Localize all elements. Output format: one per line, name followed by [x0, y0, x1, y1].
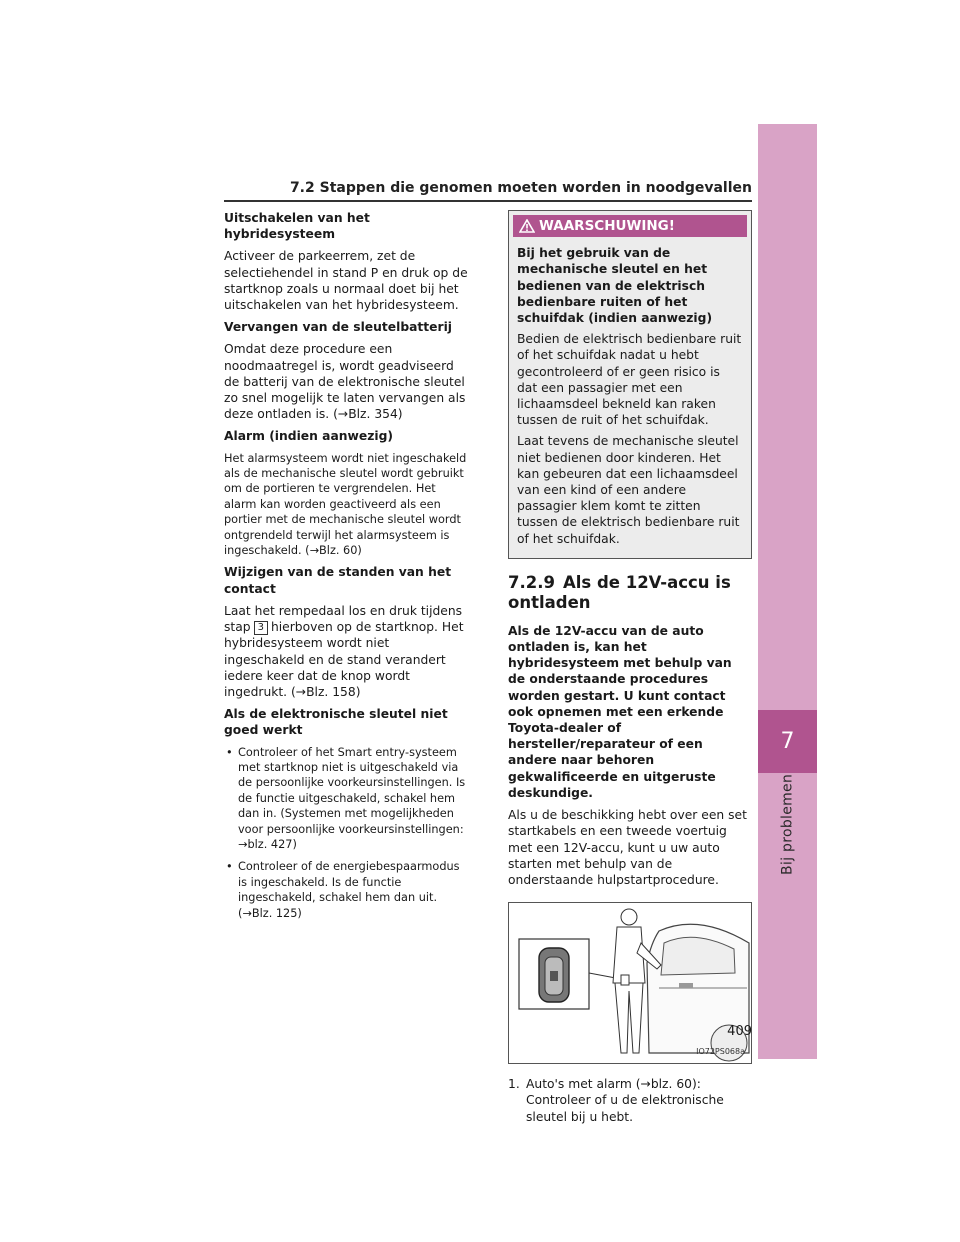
- warning-icon: [519, 219, 535, 233]
- warning-header: [513, 215, 747, 237]
- section-title: [508, 573, 752, 613]
- warning-box: [508, 210, 752, 559]
- bullet-text-1: Controleer of het Smart entry-systeem met startknop niet is uitgeschakeld via de persoonlijke voorkeursinstellingen. Is de functie uitgeschakeld, schakel hem dan in. (Systemen met mogelijkheden voor persoonlijke voorkeursinstellingen: →blz. 427): [238, 745, 466, 851]
- step-number: 1.: [508, 1077, 520, 1092]
- running-head: 7.2 Stappen die genomen moeten worden in noodgevallen: [289, 180, 752, 196]
- section-intro-bold: Als de 12V-accu van de auto ontladen is, kan het hybridesysteem met behulp van de onderstaande procedures worden gestart. U kunt contact ook opnemen met een erkende Toyota-dealer of hersteller/reparateur of een andere naar behoren gekwalificeerde en uitgeruste deskundige.: [508, 623, 732, 800]
- page-number: 409: [727, 1024, 752, 1039]
- chapter-number: 7: [758, 710, 817, 773]
- bullet-icon: •: [226, 860, 233, 874]
- car-door-illustration: [509, 903, 751, 1063]
- heading-alarm: Alarm (indien aanwezig): [224, 429, 394, 444]
- chapter-side-tab: [758, 124, 817, 1059]
- para-uitschakelen: Activeer de parkeerrem, zet de selectiehendel in stand P en druk op de startknop zoals u normaal doet bij het uitschakelen van het hybridesysteem.: [224, 249, 468, 313]
- left-column: [224, 210, 468, 928]
- right-column: [508, 210, 752, 1125]
- para-alarm: Het alarmsysteem wordt niet ingeschakeld als de mechanische sleutel wordt gebruikt om de portieren te vergrendelen. Het alarm kan worden geactiveerd als een portier met de mechanische sleutel wordt ontgrendeld terwijl het alarmsysteem is ingeschakeld. (→Blz. 60): [224, 451, 467, 558]
- heading-standen: Wijzigen van de standen van het contact: [224, 565, 452, 596]
- warning-para-2: Laat tevens de mechanische sleutel niet bedienen door kinderen. Het kan gebeuren dat een lichaamsdeel van een kind of een andere passagier klem komt te zitten tussen de elektrisch bedienbare ruit of het schuifdak.: [517, 434, 740, 546]
- warning-subtitle: Bij het gebruik van de mechanische sleutel en het bedienen van de elektrisch bedienbare ruiten of het schuifdak (indien aanwezig): [517, 246, 713, 326]
- list-item: [224, 745, 468, 853]
- chapter-label: Bij problemen: [779, 774, 796, 876]
- step-text: Auto's met alarm (→blz. 60): Controleer of u de elektronische sleutel bij u hebt.: [526, 1077, 724, 1124]
- figure-code: IO72PS068a: [696, 1046, 745, 1056]
- section-intro: Als u de beschikking hebt over een set startkabels en een tweede voertuig met een 12V-accu, kunt u uw auto starten met behulp van de onderstaande hulpstartprocedure.: [508, 808, 747, 887]
- list-item: [224, 859, 468, 921]
- illustration-key-door: [508, 902, 752, 1064]
- para-standen: [224, 603, 468, 700]
- step-number-box: 3: [254, 621, 268, 635]
- bullet-text-2: Controleer of de energiebespaarmodus is ingeschakeld. Is de functie ingeschakeld, schakel hem dan uit. (→Blz. 125): [238, 860, 460, 920]
- para-standen-a: Laat het rempedaal los en druk tijdens stap: [224, 603, 463, 635]
- list-item: [508, 1076, 752, 1125]
- heading-sleutel: Als de elektronische sleutel niet goed werkt: [224, 707, 448, 738]
- section-title-text: Als de 12V-accu is ontladen: [508, 572, 731, 612]
- para-standen-b: hierboven op de startknop. Het hybridesysteem wordt niet ingeschakeld en de stand verandert iedere keer dat de knop wordt ingedrukt. (→Blz. 158): [224, 620, 464, 699]
- warning-title: WAARSCHUWING!: [539, 218, 675, 234]
- section-number: 7.2.9: [508, 572, 555, 592]
- bullet-icon: •: [226, 745, 233, 759]
- header-rule: [224, 200, 752, 202]
- warning-body: [509, 245, 751, 547]
- para-batterij: Omdat deze procedure een noodmaatregel is, wordt geadviseerd de batterij van de elektronische sleutel zo snel mogelijk te laten vervangen als deze ontladen is. (→Blz. 354): [224, 342, 466, 422]
- heading-uitschakelen: Uitschakelen van het hybridesysteem: [224, 211, 370, 242]
- warning-para-1: Bedien de elektrisch bedienbare ruit of het schuifdak nadat u hebt gecontroleerd of er geen risico is dat een passagier met een lichaamsdeel bekneld kan raken tussen de ruit of het schuifdak.: [517, 332, 742, 428]
- heading-batterij: Vervangen van de sleutelbatterij: [224, 320, 453, 335]
